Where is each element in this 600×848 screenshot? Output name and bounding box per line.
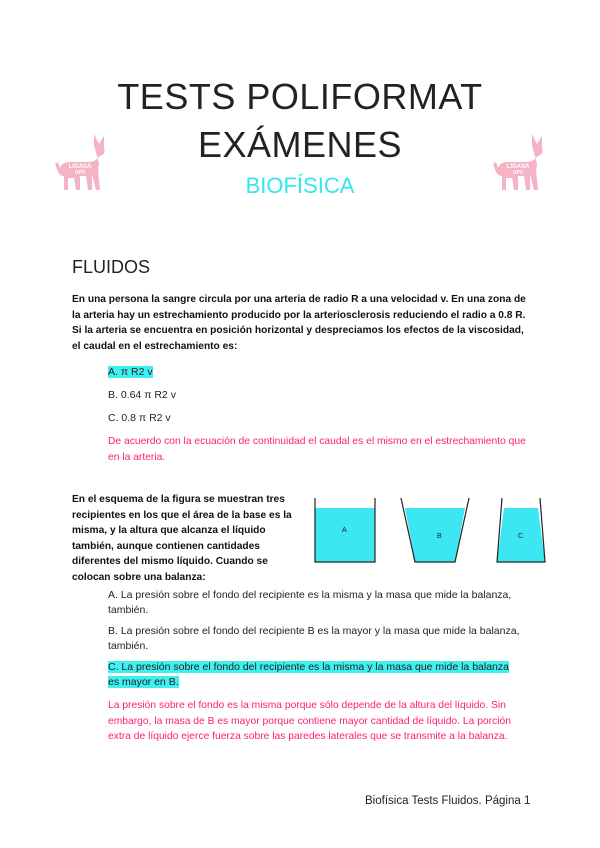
page-title-line2: EXÁMENES	[197, 124, 403, 165]
container-c-label: C	[518, 533, 524, 540]
logo-text-1: LIGASA	[506, 164, 530, 170]
chihuahua-logo-right	[488, 128, 556, 196]
q2-option-c	[108, 660, 518, 690]
containers-diagram	[312, 496, 552, 570]
subject-title: BIOFÍSICA	[245, 173, 355, 198]
question-2-text: En el esquema de la figura se muestran tres recipientes en los que el área de la base es la misma, y la altura que alcanza el líquido también, aunque contienen cantidades diferentes del mismo líquido. Cuando se colocan sobre una balanza:	[72, 494, 292, 583]
container-c	[497, 498, 545, 562]
container-b	[401, 498, 469, 562]
page-footer: Biofísica Tests Fluidos. Página 1	[365, 795, 531, 807]
container-b-label: B	[437, 533, 442, 540]
container-a-label: A	[342, 527, 347, 534]
q1-option-a-text: A. π R2 v	[108, 366, 153, 378]
question-1-text: En una persona la sangre circula por una arteria de radio R a una velocidad v. En una zona de la arteria hay un estrechamiento producido por la arteriosclerosis reduciendo el radio a 0.8 R. Si la arteria se encuentra en posición horizontal y despreciamos los efectos de la viscosidad, el caudal en el estrechamiento es:	[72, 294, 526, 352]
container-a	[315, 498, 375, 562]
chihuahua-logo-left	[50, 128, 118, 196]
section-title: FLUIDOS	[72, 257, 151, 277]
q1-option-a	[108, 365, 153, 380]
q2-explanation: La presión sobre el fondo es la misma porque sólo depende de la altura del líquido. Sin embargo, la masa de B es mayor porque contiene mayor cantidad de líquido. La porción extra de líquido ejerce fuerza sobre las paredes laterales que se transmite a la balanza.	[108, 700, 511, 742]
q1-option-c: C. 0.8 π R2 v	[108, 412, 171, 424]
page-title-line1: TESTS POLIFORMAT	[117, 76, 483, 117]
logo-text-2: UPV	[512, 170, 524, 176]
q2-option-c-text: C. La presión sobre el fondo del recipiente es la misma y la masa que mide la balanza es mayor en B.	[108, 661, 509, 688]
q1-option-b: B. 0.64 π R2 v	[108, 389, 176, 401]
q2-option-a: A. La presión sobre el fondo del recipiente es la misma y la masa que mide la balanza, también.	[108, 589, 512, 616]
logo-text-2: UPV	[74, 170, 86, 176]
logo-text-1: LIGASA	[68, 164, 92, 170]
q2-option-b: B. La presión sobre el fondo del recipiente B es la mayor y la masa que mide la balanza, también.	[108, 625, 520, 652]
q1-explanation: De acuerdo con la ecuación de continuidad el caudal es el mismo en el estrechamiento que en la arteria.	[108, 436, 526, 463]
